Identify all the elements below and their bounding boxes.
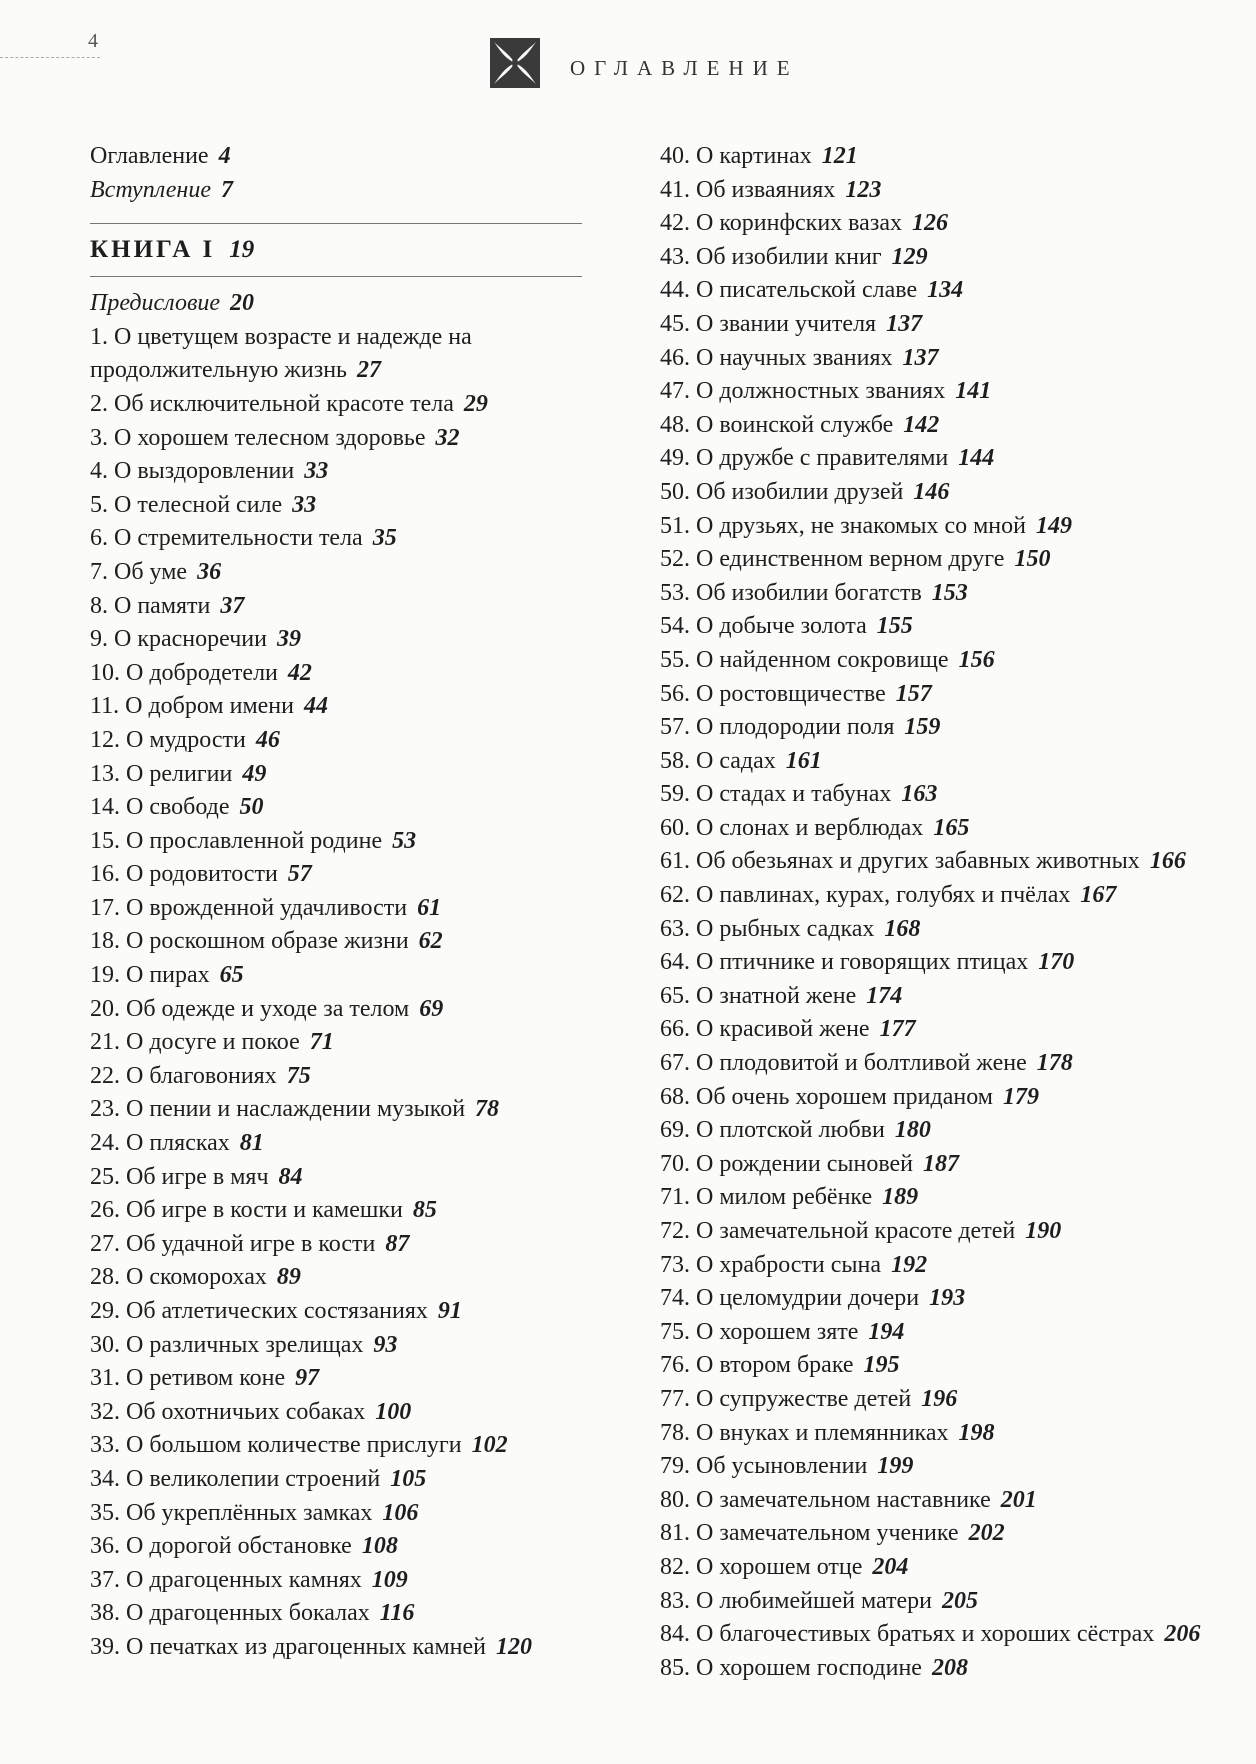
entry-label: 64. О птичнике и говорящих птицах (660, 949, 1029, 976)
toc-entry (90, 1463, 590, 1497)
entry-label: 26. Об игре в кости и камешки (90, 1197, 403, 1224)
book-heading-block (90, 223, 582, 277)
entry-page: 174 (866, 982, 903, 1009)
toc-entry (90, 1597, 590, 1631)
toc-entry (660, 375, 1250, 409)
entry-page: 123 (845, 176, 882, 203)
entry-page: 97 (295, 1365, 320, 1392)
entry-label: 8. О памяти (90, 592, 211, 619)
entry-page: 91 (437, 1298, 462, 1324)
entry-page: 57 (287, 861, 312, 888)
toc-entry (660, 510, 1250, 544)
entry-page: 161 (785, 747, 822, 774)
entry-page: 100 (375, 1398, 412, 1425)
entry-label: 29. Об атлетических состязаниях (90, 1298, 428, 1324)
entry-label: 37. О драгоценных камнях (90, 1566, 362, 1593)
entry-label: 83. О любимейшей матери (660, 1587, 932, 1614)
entry-page: 105 (390, 1465, 427, 1492)
entry-label: 35. Об укреплённых замках (90, 1499, 373, 1526)
entry-label: 5. О телесной силе (90, 491, 283, 518)
entry-page: 84 (278, 1163, 303, 1190)
toc-entry (660, 409, 1250, 443)
toc-entry (90, 791, 590, 825)
entry-page: 149 (1036, 512, 1072, 539)
toc-entry (660, 1013, 1250, 1047)
toc-entry (660, 913, 1250, 947)
entry-label: 66. О красивой жене (660, 1016, 870, 1043)
entry-page: 29 (463, 390, 488, 417)
front-matter-list (90, 140, 590, 207)
entry-page: 53 (392, 827, 417, 854)
entry-label: 38. О драгоценных бокалах (90, 1600, 370, 1627)
entry-page: 204 (872, 1553, 909, 1580)
toc-entry (660, 577, 1250, 611)
entry-label: 6. О стремительности тела (90, 525, 363, 552)
entry-page: 39 (276, 626, 301, 653)
toc-entry (660, 1181, 1250, 1215)
toc-entry (660, 1114, 1250, 1148)
toc-entry (90, 1228, 590, 1262)
toc-entry (90, 1093, 590, 1127)
toc-entry (90, 1026, 590, 1060)
entry-label: 60. О слонах и верблюдах (660, 814, 924, 841)
entry-page: 42 (287, 659, 312, 686)
entry-page: 4 (218, 143, 231, 169)
entry-label: 36. О дорогой обстановке (90, 1533, 352, 1560)
toc-list-left (90, 321, 590, 1665)
toc-right-column (660, 140, 1250, 1685)
toc-entry (90, 522, 590, 556)
entry-label: 45. О звании учителя (660, 310, 877, 337)
toc-entry (90, 1261, 590, 1295)
entry-label: 79. Об усыновлении (660, 1453, 868, 1480)
entry-label: 77. О супружестве детей (660, 1385, 912, 1412)
toc-entry (90, 1564, 590, 1598)
toc-entry (90, 1060, 590, 1094)
entry-page: 36 (197, 558, 222, 585)
entry-page: 109 (371, 1566, 408, 1593)
entry-label: 20. Об одежде и уходе за телом (90, 995, 410, 1022)
toc-entry (90, 321, 510, 388)
entry-label: 41. Об изваяниях (660, 176, 836, 203)
toc-entry (90, 1497, 590, 1531)
toc-entry (90, 140, 590, 174)
toc-entry (90, 724, 590, 758)
toc-entry (90, 1530, 590, 1564)
entry-label: 18. О роскошном образе жизни (90, 928, 409, 955)
entry-page: 199 (877, 1453, 914, 1480)
entry-page: 150 (1014, 546, 1051, 573)
entry-page: 20 (230, 290, 255, 317)
entry-page: 165 (933, 814, 970, 841)
entry-page: 126 (911, 210, 948, 237)
entry-label: 82. О хорошем отце (660, 1553, 863, 1580)
entry-page: 33 (304, 458, 329, 485)
toc-entry (90, 623, 590, 657)
entry-page: 33 (292, 491, 317, 518)
entry-page: 102 (471, 1432, 508, 1459)
entry-label: 65. О знатной жене (660, 982, 857, 1009)
toc-entry (660, 1349, 1250, 1383)
entry-page: 78 (475, 1096, 500, 1123)
entry-label: 11. О добром имени (90, 693, 294, 720)
entry-label: 44. О писательской славе (660, 277, 918, 304)
entry-page: 193 (929, 1285, 966, 1312)
toc-entry (660, 1215, 1250, 1249)
entry-page: 87 (385, 1230, 410, 1257)
toc-entry (90, 556, 590, 590)
entry-label: 24. О плясках (90, 1130, 230, 1157)
header-title: ОГЛАВЛЕНИЕ (570, 56, 799, 80)
entry-label: 47. О должностных званиях (660, 378, 946, 405)
toc-entry (90, 422, 590, 456)
entry-label: 84. О благочестивых братьях и хороших сёстрах (660, 1621, 1155, 1648)
toc-entry (660, 476, 1250, 510)
book-page: 19 (229, 236, 255, 264)
toc-entry (660, 1047, 1250, 1081)
entry-page: 62 (418, 928, 443, 955)
entry-label: 67. О плодовитой и болтливой жене (660, 1050, 1027, 1077)
entry-label: 13. О религии (90, 760, 233, 787)
entry-page: 137 (886, 310, 923, 337)
entry-label: 21. О досуге и покое (90, 1029, 300, 1056)
entry-page: 7 (220, 176, 233, 203)
entry-page: 166 (1149, 848, 1186, 875)
toc-entry (90, 455, 590, 489)
entry-label: 58. О садах (660, 747, 776, 774)
entry-page: 159 (904, 714, 941, 741)
toc-entry (660, 1450, 1250, 1484)
entry-page: 134 (927, 277, 964, 304)
entry-page: 129 (891, 243, 928, 270)
entry-page: 49 (242, 760, 267, 787)
entry-label: 71. О милом ребёнке (660, 1184, 873, 1211)
entry-page: 198 (958, 1419, 995, 1446)
entry-page: 196 (921, 1385, 958, 1412)
toc-entry (90, 925, 590, 959)
entry-page: 35 (372, 525, 397, 552)
entry-page: 167 (1080, 882, 1117, 909)
entry-label: 33. О большом количестве прислуги (90, 1432, 462, 1459)
toc-entry (660, 1081, 1250, 1115)
toc-entry (660, 140, 1250, 174)
entry-page: 208 (931, 1654, 968, 1681)
toc-entry (90, 388, 590, 422)
toc-entry (660, 442, 1250, 476)
toc-entry (660, 241, 1250, 275)
entry-page: 121 (821, 143, 858, 169)
entry-label: 48. О воинской службе (660, 411, 894, 438)
page-number: 4 (88, 30, 98, 52)
entry-label: 59. О стадах и табунах (660, 781, 892, 808)
toc-entry (90, 1295, 590, 1329)
toc-entry (660, 778, 1250, 812)
toc-entry (90, 590, 590, 624)
entry-page: 157 (895, 680, 932, 707)
entry-label: 15. О прославленной родине (90, 827, 383, 854)
toc-entry (90, 1194, 590, 1228)
entry-label: 17. О врожденной удачливости (90, 894, 408, 921)
toc-entry (660, 1484, 1250, 1518)
entry-page: 190 (1025, 1218, 1062, 1244)
entry-page: 65 (219, 962, 244, 989)
toc-entry (660, 845, 1250, 879)
entry-label: 12. О мудрости (90, 726, 246, 753)
toc-entry (90, 825, 590, 859)
entry-label: 63. О рыбных садках (660, 915, 875, 942)
entry-label: 56. О ростовщичестве (660, 680, 886, 707)
toc-entry (660, 1316, 1250, 1350)
toc-entry (660, 610, 1250, 644)
toc-entry (660, 1383, 1250, 1417)
toc-entry (660, 879, 1250, 913)
top-rule (0, 57, 100, 58)
entry-page: 93 (373, 1331, 398, 1358)
toc-entry (660, 274, 1250, 308)
entry-label: 19. О пирах (90, 962, 210, 989)
book-heading (90, 232, 582, 268)
toc-entry (660, 1249, 1250, 1283)
entry-page: 71 (309, 1029, 334, 1056)
entry-label: 70. О рождении сыновей (660, 1150, 914, 1177)
entry-label: 40. О картинах (660, 143, 812, 169)
entry-label: 43. Об изобилии книг (660, 243, 882, 270)
toc-entry (660, 812, 1250, 846)
toc-entry (660, 1618, 1250, 1652)
entry-label: 3. О хорошем телесном здоровье (90, 424, 426, 451)
entry-label: 49. О дружбе с правителями (660, 445, 949, 472)
entry-label: 53. Об изобилии богатств (660, 579, 922, 606)
entry-page: 178 (1036, 1050, 1073, 1077)
entry-label: 23. О пении и наслаждении музыкой (90, 1096, 466, 1123)
toc-entry (90, 489, 590, 523)
entry-page: 144 (958, 445, 995, 472)
toc-entry (660, 1282, 1250, 1316)
entry-page: 179 (1002, 1083, 1039, 1110)
entry-label: 57. О плодородии поля (660, 714, 895, 741)
toc-entry (90, 1127, 590, 1161)
entry-label: 32. Об охотничьих собаках (90, 1398, 366, 1425)
entry-label: 28. О скоморохах (90, 1264, 267, 1291)
entry-label: 74. О целомудрии дочери (660, 1285, 920, 1312)
toc-entry (660, 1551, 1250, 1585)
toc-entry (90, 959, 590, 993)
entry-label: 22. О благовониях (90, 1062, 277, 1089)
entry-page: 153 (931, 579, 968, 606)
toc-entry (90, 657, 590, 691)
entry-label: Предисловие (90, 290, 221, 317)
entry-label: 68. Об очень хорошем приданом (660, 1083, 993, 1110)
toc-list-right (660, 140, 1250, 1685)
toc-entry (90, 1161, 590, 1195)
toc-left-column (90, 140, 590, 1665)
entry-label: 9. О красноречии (90, 626, 267, 653)
toc-entry (660, 342, 1250, 376)
entry-page: 69 (419, 995, 444, 1022)
toc-entry (660, 1517, 1250, 1551)
entry-page: 142 (903, 411, 940, 438)
toc-entry (660, 678, 1250, 712)
toc-entry (660, 543, 1250, 577)
entry-label: 31. О ретивом коне (90, 1365, 286, 1392)
entry-page: 106 (382, 1499, 419, 1526)
entry-page: 27 (356, 357, 381, 384)
entry-page: 85 (412, 1197, 437, 1224)
entry-page: 194 (868, 1318, 905, 1345)
toc-entry (660, 745, 1250, 779)
entry-page: 201 (1000, 1486, 1037, 1513)
toc-entry (660, 711, 1250, 745)
toc-entry (90, 174, 590, 208)
entry-label: 54. О добыче золота (660, 613, 867, 640)
ornament-icon (490, 38, 540, 88)
entry-label: 85. О хорошем господине (660, 1654, 922, 1681)
toc-entry (90, 1329, 590, 1363)
entry-page: 170 (1038, 949, 1075, 976)
entry-label: 61. Об обезьянах и других забавных животных (660, 848, 1140, 875)
entry-label: 69. О плотской любви (660, 1117, 885, 1144)
entry-page: 192 (891, 1251, 928, 1278)
entry-label: 75. О хорошем зяте (660, 1318, 859, 1345)
entry-label: 42. О коринфских вазах (660, 210, 902, 237)
entry-label: 73. О храбрости сына (660, 1251, 882, 1278)
entry-label: 16. О родовитости (90, 861, 278, 888)
entry-page: 81 (239, 1130, 264, 1157)
entry-label: 27. Об удачной игре в кости (90, 1230, 376, 1257)
toc-entry (90, 1631, 590, 1665)
entry-page: 61 (417, 894, 442, 921)
toc-entry-preface (90, 287, 590, 321)
entry-page: 75 (286, 1062, 311, 1089)
entry-label: 10. О добродетели (90, 659, 278, 686)
toc-entry (660, 207, 1250, 241)
entry-page: 187 (923, 1150, 960, 1177)
entry-label: 14. О свободе (90, 794, 230, 821)
entry-page: 32 (435, 424, 460, 451)
toc-entry (90, 758, 590, 792)
toc-entry (90, 858, 590, 892)
entry-label: 30. О различных зрелищах (90, 1331, 364, 1358)
entry-label: 51. О друзьях, не знакомых со мной (660, 512, 1026, 539)
entry-label: 25. Об игре в мяч (90, 1163, 269, 1190)
toc-entry (660, 1148, 1250, 1182)
entry-label: 34. О великолепии строений (90, 1465, 381, 1492)
entry-page: 195 (863, 1352, 900, 1379)
entry-page: 189 (882, 1184, 919, 1211)
toc-entry (660, 308, 1250, 342)
entry-page: 202 (968, 1520, 1005, 1547)
entry-label: 80. О замечательном наставнике (660, 1486, 991, 1513)
entry-page: 116 (379, 1600, 415, 1627)
entry-page: 205 (942, 1587, 978, 1614)
entry-page: 177 (879, 1016, 916, 1043)
toc-entry (660, 1585, 1250, 1619)
entry-page: 146 (913, 478, 950, 505)
entry-page: 168 (884, 915, 921, 942)
toc-entry (90, 690, 590, 724)
entry-page: 163 (901, 781, 938, 808)
entry-page: 50 (239, 794, 264, 821)
entry-page: 89 (276, 1264, 301, 1291)
entry-label: 76. О втором браке (660, 1352, 854, 1379)
entry-page: 156 (958, 646, 995, 673)
entry-label: 46. О научных званиях (660, 344, 893, 371)
entry-label: 4. О выздоровлении (90, 458, 295, 485)
toc-entry (660, 946, 1250, 980)
toc-entry (90, 1429, 590, 1463)
toc-entry (660, 174, 1250, 208)
entry-page: 137 (902, 344, 939, 371)
toc-entry (660, 644, 1250, 678)
toc-entry (660, 1417, 1250, 1451)
entry-page: 206 (1164, 1621, 1201, 1648)
entry-label: 55. О найденном сокровище (660, 646, 949, 673)
entry-label: 7. Об уме (90, 558, 188, 585)
entry-label: Оглавление (90, 143, 209, 169)
entry-label: 1. О цветущем возрасте и надежде на продолжительную жизнь (90, 323, 472, 384)
entry-page: 155 (876, 613, 913, 640)
entry-label: 39. О печатках из драгоценных камней (90, 1633, 486, 1660)
book-title: КНИГА I (90, 236, 216, 264)
entry-page: 44 (303, 693, 328, 720)
entry-label: 2. Об исключительной красоте тела (90, 390, 454, 417)
toc-entry (660, 980, 1250, 1014)
toc-entry (660, 1652, 1250, 1686)
toc-entry (90, 1362, 590, 1396)
entry-label: 62. О павлинах, курах, голубях и пчёлах (660, 882, 1071, 909)
entry-label: 72. О замечательной красоте детей (660, 1218, 1016, 1244)
toc-entry (90, 1396, 590, 1430)
entry-label: 78. О внуках и племянниках (660, 1419, 949, 1446)
entry-page: 108 (361, 1533, 398, 1560)
entry-label: Вступление (90, 176, 211, 203)
entry-label: 52. О единственном верном друге (660, 546, 1005, 573)
toc-entry (90, 993, 590, 1027)
toc-entry (90, 892, 590, 926)
entry-label: 81. О замечательном ученике (660, 1520, 959, 1547)
entry-page: 46 (255, 726, 280, 753)
entry-page: 37 (220, 592, 245, 619)
entry-page: 120 (496, 1633, 532, 1660)
entry-label: 50. Об изобилии друзей (660, 478, 904, 505)
entry-page: 141 (955, 378, 992, 405)
entry-page: 180 (894, 1117, 931, 1144)
